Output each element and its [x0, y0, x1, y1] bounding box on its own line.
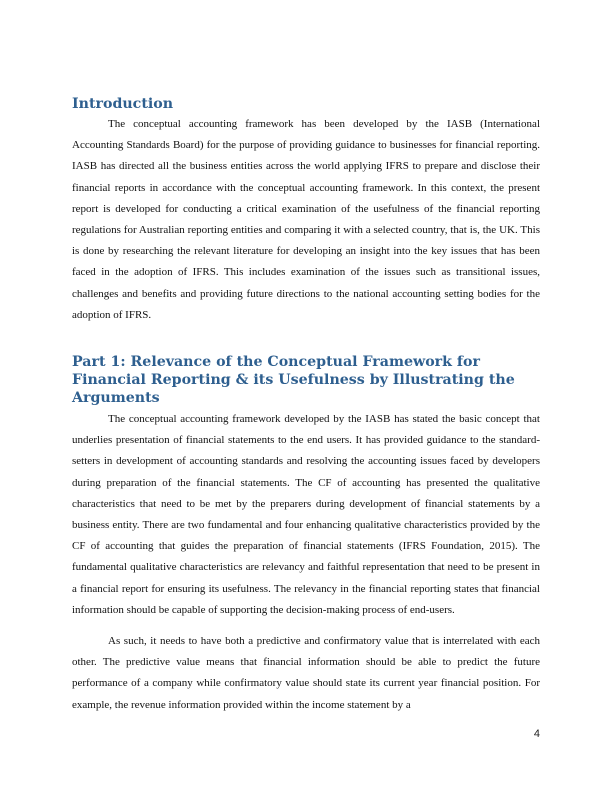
document-page	[72, 95, 540, 716]
part1-paragraph-1: The conceptual accounting framework developed by the IASB has stated the basic concept that underlies presentation of financial statements to the end users. It has provided guidance to the standard-setters in development of accounting standards and resolving the accounting issues faced by developers during preparation of the financial statements. The CF of accounting has presented the qualitative characteristics that need to be met by the preparers during development of financial statements by a business entity. There are two fundamental and four enhancing qualitative characteristics provided by the CF of accounting that guides the preparation of financial statements (IFRS Foundation, 2015). The fundamental qualitative characteristics are relevancy and faithful representation that need to be present in a financial report for ensuring its usefulness. The relevancy in the financial reporting states that financial information should be capable of supporting the decision-making process of end-users.	[72, 413, 540, 616]
part1-heading: Part 1: Relevance of the Conceptual Framework for Financial Reporting & its Usefulness by Illustrating the Arguments	[72, 354, 515, 407]
part1-paragraph-2: As such, it needs to have both a predictive and confirmatory value that is interrelated with each other. The predictive value means that financial information should be able to predict the future performance of a company while confirmatory value should state its current year financial position. For example, the revenue information provided within the income statement by a	[72, 635, 540, 711]
introduction-paragraph: The conceptual accounting framework has been developed by the IASB (International Accounting Standards Board) for the purpose of providing guidance to businesses for financial reporting. IASB has directed all the business entities across the world applying IFRS to prepare and disclose their financial reports in accordance with the conceptual accounting framework. In this context, the present report is developed for conducting a critical examination of the usefulness of the financial reporting regulations for Australian reporting entities and comparing it with a selected country, that is, the UK. This is done by researching the relevant literature for developing an insight into the key issues that has been faced in the adoption of IFRS. This includes examination of the issues such as transitional issues, challenges and benefits and providing future directions to the national accounting setting bodies for the adoption of IFRS.	[72, 118, 540, 321]
introduction-heading: Introduction	[72, 96, 174, 112]
page-number: 4	[533, 728, 540, 740]
